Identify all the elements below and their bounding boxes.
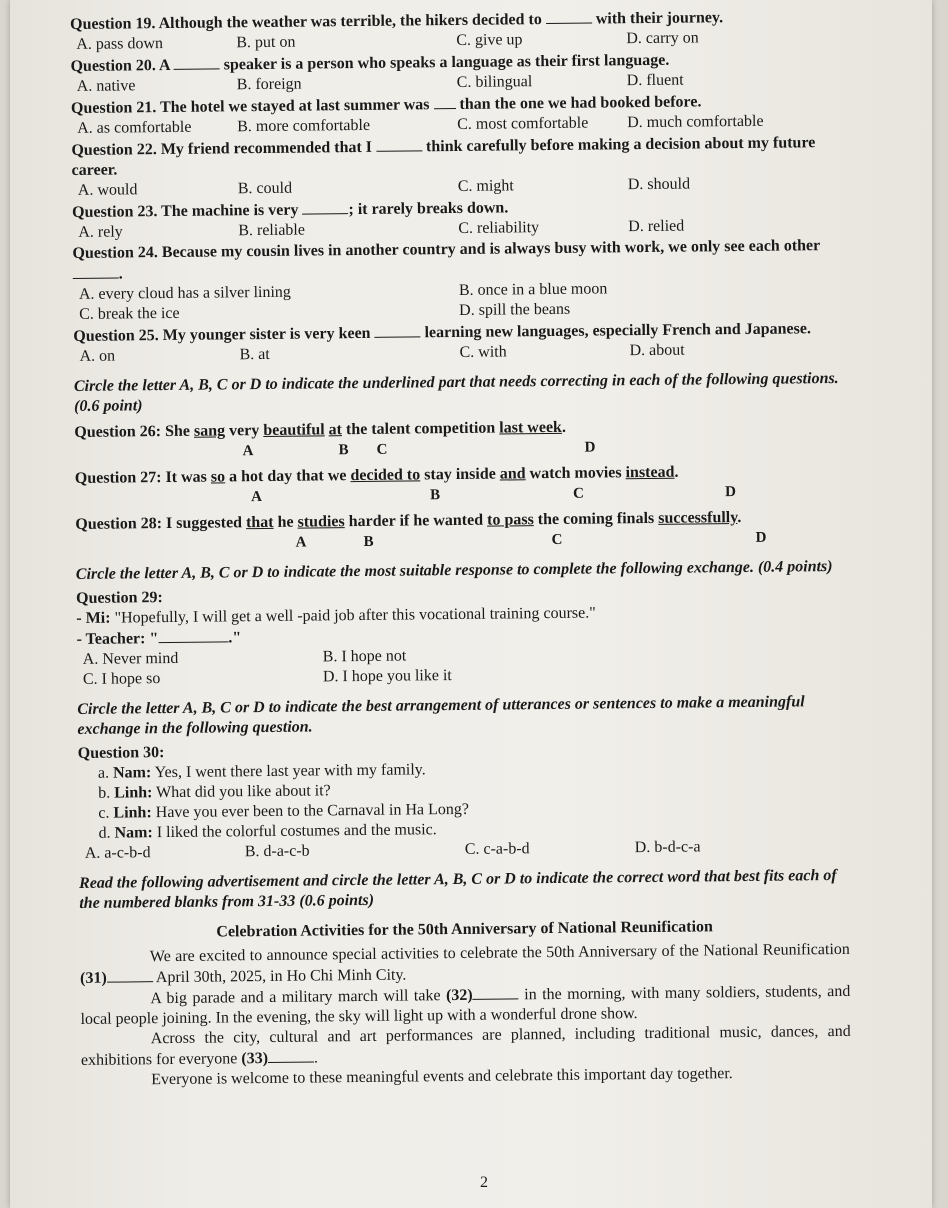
speaker: Linh:	[113, 804, 152, 822]
underlined-c[interactable]: at	[328, 421, 343, 439]
question-text: My younger sister is very keen	[158, 324, 375, 345]
question-text: .	[118, 265, 123, 283]
speaker: Linh:	[114, 784, 153, 802]
speaker: - Teacher:	[76, 630, 146, 648]
speaker: Nam:	[112, 764, 152, 782]
letter-a: A	[250, 489, 262, 506]
option-b[interactable]: B. I hope not	[322, 647, 407, 666]
options-24	[79, 277, 843, 325]
option-b[interactable]: B. reliable	[238, 221, 306, 240]
text: Across the city, cultural and art performances are planned, including traditional music, dances, and exhibitions for everyone	[80, 1022, 851, 1069]
option-a[interactable]: A. rely	[78, 223, 123, 241]
option-a[interactable]: A. on	[79, 347, 116, 365]
item-letter: a.	[97, 764, 110, 782]
utterance-list	[98, 756, 849, 844]
speaker: - Mi:	[76, 609, 111, 627]
letter-a: A	[295, 534, 307, 551]
question-label: Question 25.	[73, 327, 159, 345]
answer-blank	[73, 264, 119, 279]
option-a[interactable]: A. a-c-b-d	[84, 844, 151, 862]
text: .	[561, 418, 566, 436]
text: A big parade and a military march will take	[150, 987, 447, 1008]
option-a[interactable]: A. would	[77, 181, 138, 199]
text: watch movies	[525, 464, 626, 483]
question-label: Question 27:	[74, 469, 162, 487]
text: She	[160, 422, 195, 441]
utterance: Have you ever been to the Carnaval in Ha Long?	[151, 800, 470, 822]
question-label: Question 30:	[77, 744, 165, 762]
option-d[interactable]: D. fluent	[626, 71, 684, 90]
answer-blank	[374, 322, 420, 337]
text: very	[224, 421, 264, 440]
item-letter: c.	[98, 804, 110, 822]
text: harder if he wanted	[344, 511, 488, 531]
exam-content	[70, 6, 851, 1091]
utterance: What did you like about it?	[152, 782, 331, 802]
option-d[interactable]: D. relied	[628, 217, 685, 236]
letter-d: D	[755, 529, 767, 546]
instruction-error-identification: Circle the letter A, B, C or D to indicate the underlined part that needs correcting in each of the following questions. (0.6 point)	[73, 369, 839, 415]
option-a[interactable]: A. Never mind	[82, 649, 179, 668]
underlined-a[interactable]: sang	[193, 422, 226, 440]
option-d[interactable]: D. spill the beans	[459, 300, 571, 319]
text: April 30th, 2025, in Ho Chi Minh City.	[152, 966, 407, 987]
letter-c: C	[572, 485, 584, 502]
question-26-sentence	[74, 418, 566, 443]
option-b[interactable]: B. could	[237, 179, 293, 198]
speaker: Nam:	[114, 824, 153, 842]
blank-number-31: (31)	[80, 969, 107, 987]
text: in the morning, with many soldiers, students, and local people joining. In the evening, the sky will light up with a wonderful drone show.	[80, 982, 851, 1028]
utterance: I liked the colorful costumes and the music.	[152, 821, 437, 842]
letter-d: D	[584, 439, 596, 456]
question-label: Question 26:	[74, 423, 162, 441]
page-number: 2	[480, 1174, 488, 1191]
text: .	[737, 508, 742, 527]
question-text: Because my cousin lives in another country and is always busy with work, we only see each other	[157, 237, 821, 262]
answer-blank	[433, 94, 455, 109]
answer-blank	[302, 199, 348, 214]
question-label: Question 20.	[70, 57, 156, 75]
instruction-arrangement: Circle the letter A, B, C or D to indicate the best arrangement of utterances or sentences to make a meaningful exchange in the following question.	[77, 693, 805, 738]
item-letter: d.	[98, 824, 111, 842]
letter-a: A	[242, 443, 254, 460]
option-d[interactable]: D. should	[627, 175, 691, 194]
question-text: A	[155, 56, 174, 75]
option-c[interactable]: C. might	[457, 177, 514, 195]
question-label: Question 24.	[72, 244, 158, 262]
text: I suggested	[161, 514, 247, 533]
text: he	[273, 513, 298, 531]
utterance: "Hopefully, I will get a well -paid job after this vocational training course."	[110, 604, 596, 627]
blank-number-33: (33)	[241, 1049, 269, 1068]
question-text: The hotel we stayed at last summer was	[156, 96, 434, 117]
option-d[interactable]: D. I hope you like it	[322, 667, 452, 686]
text: .	[313, 1049, 319, 1067]
text: We are excited to announce special activities to celebrate the 50th Anniversary of the National Reunification	[149, 940, 850, 966]
underlined-a[interactable]: that	[245, 513, 274, 532]
underlined-a[interactable]: so	[210, 468, 226, 486]
question-text: think carefully before making a decision about my future career.	[71, 134, 816, 179]
option-c[interactable]: C. break the ice	[79, 304, 180, 323]
question-text: learning new languages, especially French and Japanese.	[420, 320, 811, 342]
quote-close: ."	[228, 629, 242, 647]
question-label: Question 28:	[75, 515, 163, 533]
advertisement-title: Celebration Activities for the 50th Anniversary of National Reunification	[216, 918, 713, 941]
answer-blank	[158, 627, 228, 643]
option-d[interactable]: D. much comfortable	[627, 112, 764, 132]
blank-number-32: (32)	[445, 986, 473, 1005]
option-b[interactable]: B. at	[239, 345, 270, 364]
option-d[interactable]: D. b-d-c-a	[634, 838, 701, 857]
question-label: Question 19.	[70, 15, 156, 33]
question-27-sentence	[75, 463, 679, 489]
option-a[interactable]: A. native	[76, 77, 136, 95]
question-text: The machine is very	[157, 201, 303, 221]
question-text: ; it rarely breaks down.	[348, 199, 509, 219]
text: It was	[161, 468, 211, 487]
letter-c: C	[551, 531, 563, 548]
letter-b: B	[338, 442, 349, 459]
option-a[interactable]: A. pass down	[76, 35, 164, 53]
option-d[interactable]: D. about	[629, 341, 685, 360]
letter-c: C	[376, 441, 388, 458]
question-text: than the one we had booked before.	[455, 93, 702, 113]
option-a[interactable]: A. as comfortable	[77, 118, 192, 137]
question-label: Question 22.	[71, 141, 157, 159]
question-28-sentence	[75, 508, 741, 535]
question-27	[75, 461, 845, 509]
option-c[interactable]: C. give up	[456, 31, 523, 49]
question-label: Question 23.	[71, 203, 158, 221]
option-a[interactable]: A. every cloud has a silver lining	[78, 283, 291, 303]
question-label: Question 21.	[70, 99, 157, 117]
option-c[interactable]: C. c-a-b-d	[464, 840, 530, 858]
instruction-response: Circle the letter A, B, C or D to indicate the most suitable response to complete the following exchange. (0.4 points)	[75, 558, 833, 583]
underlined-d[interactable]: instead	[625, 463, 675, 482]
option-c[interactable]: C. I hope so	[82, 670, 161, 688]
question-26	[74, 415, 844, 463]
question-label: Question 29:	[76, 589, 163, 607]
answer-blank	[376, 136, 422, 151]
option-b[interactable]: B. put on	[236, 33, 296, 52]
option-b[interactable]: B. more comfortable	[237, 116, 371, 136]
quote-open: "	[145, 630, 159, 648]
underlined-b[interactable]: decided to	[350, 466, 421, 485]
text: stay inside	[420, 465, 500, 484]
options-29	[83, 642, 847, 690]
option-b[interactable]: B. foreign	[236, 75, 302, 94]
option-b[interactable]: B. once in a blue moon	[458, 280, 608, 299]
option-c[interactable]: C. most comfortable	[457, 114, 589, 133]
text: the talent competition	[341, 419, 500, 439]
ad-paragraph-4: Everyone is welcome to these meaningful events and celebrate this important day together.	[151, 1065, 733, 1089]
question-28	[75, 507, 845, 555]
option-c[interactable]: C. with	[459, 343, 507, 361]
letter-b: B	[429, 487, 441, 504]
utterance: Yes, I went there last year with my family.	[151, 761, 426, 782]
underlined-b[interactable]: studies	[297, 513, 345, 531]
question-text: My friend recommended that I	[156, 138, 377, 159]
option-b[interactable]: B. d-a-c-b	[244, 842, 310, 861]
letter-b: B	[363, 533, 374, 550]
answer-blank	[546, 9, 592, 24]
exam-page	[10, 0, 932, 1208]
text: the coming finals	[533, 509, 659, 529]
answer-blank	[174, 54, 220, 69]
item-letter: b.	[98, 784, 111, 802]
answer-blank-33	[268, 1048, 314, 1063]
option-c[interactable]: C. bilingual	[456, 73, 533, 91]
underlined-d[interactable]: last week	[499, 418, 562, 437]
underlined-c[interactable]: to pass	[486, 511, 534, 529]
answer-blank-32	[473, 984, 519, 999]
option-c[interactable]: C. reliability	[458, 219, 540, 237]
option-d[interactable]: D. carry on	[626, 29, 699, 48]
underlined-d[interactable]: successfully	[658, 509, 738, 527]
question-text: Although the weather was terrible, the hikers decided to	[155, 11, 546, 33]
answer-blank-31	[107, 967, 153, 982]
question-text: speaker is a person who speaks a language as their first language.	[219, 51, 670, 74]
instruction-reading: Read the following advertisement and circle the letter A, B, C or D to indicate the correct word that best fits each of the numbered blanks from 31-33 (0.6 points)	[79, 867, 837, 912]
text: .	[674, 463, 679, 481]
question-text: with their journey.	[591, 9, 724, 28]
letter-d: D	[724, 484, 736, 501]
underlined-c[interactable]: and	[499, 465, 526, 483]
text: a hot day that we	[225, 467, 351, 486]
underlined-b[interactable]: beautiful	[263, 421, 325, 439]
